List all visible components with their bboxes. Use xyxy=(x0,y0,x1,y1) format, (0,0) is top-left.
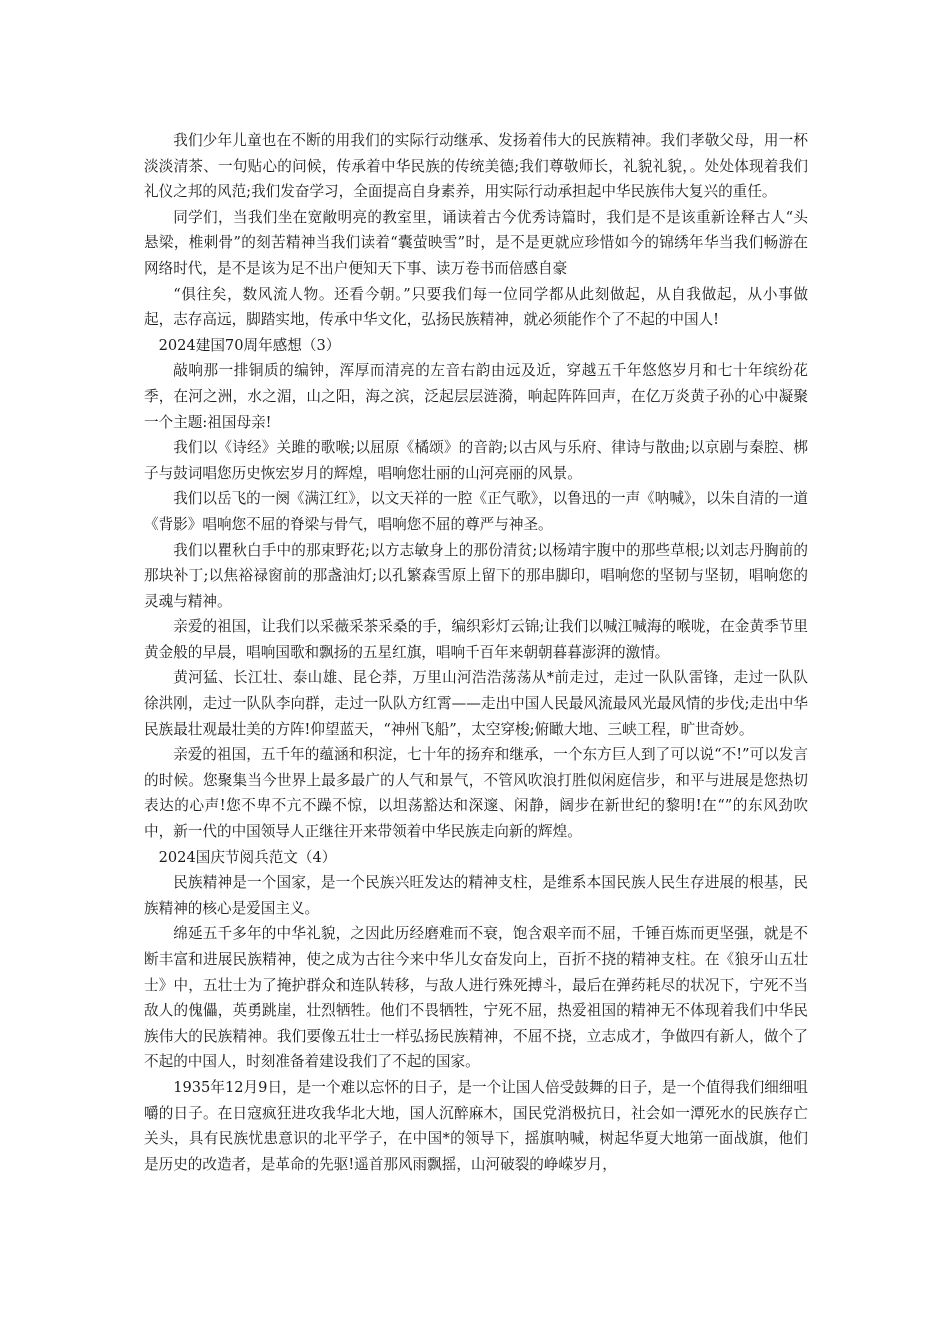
paragraph: 亲爱的祖国，让我们以采薇采茶采桑的手，编织彩灯云锦;让我们以喊江喊海的喉咙，在金黄季节里黄金般的早晨，唱响国歌和飘扬的五星红旗，唱响千百年来朝朝暮暮澎湃的激情。 xyxy=(144,618,808,661)
paragraph: 1935年12月9日，是一个难以忘怀的日子，是一个让国人倍受鼓舞的日子，是一个值得我们细细咀嚼的日子。在日寇疯狂进攻我华北大地，国人沉醉麻木，国民党消极抗日，社会如一潭死水的民族存亡关头，具有民族忧患意识的北平学子，在中国*的领导下，摇旗呐喊，树起华夏大地第一面战旗，他们是历史的改造者，是革命的先驱!遥首那风雨飘摇，山河破裂的峥嵘岁月， xyxy=(144,1078,808,1173)
paragraph: 同学们，当我们坐在宽敞明亮的教室里，诵读着古今优秀诗篇时，我们是不是该重新诠释古人“头悬梁，椎刺骨”的刻苦精神当我们读着“囊萤映雪”时，是不是更就应珍惜如今的锦绣年华当我们畅游在网络时代，是不是该为足不出户便知天下事、读万卷书而倍感自豪 xyxy=(144,208,808,277)
section-heading: 2024国庆节阅兵范文（4） xyxy=(158,848,337,866)
paragraph: 民族精神是一个国家，是一个民族兴旺发达的精神支柱，是维系本国民族人民生存进展的根基，民族精神的核心是爱国主义。 xyxy=(144,874,808,917)
paragraph: “俱往矣，数风流人物。还看今朝。”只要我们每一位同学都从此刻做起，从自我做起，从小事做起，志存高远，脚踏实地，传承中华文化，弘扬民族精神，就必须能作个了不起的中国人! xyxy=(144,285,808,329)
document-page xyxy=(144,128,808,1177)
paragraph: 我们少年儿童也在不断的用我们的实际行动继承、发扬着伟大的民族精神。我们孝敬父母，用一杯淡淡清茶、一句贴心的问候，传承着中华民族的传统美德;我们尊敬师长，礼貌礼貌，。处处体现着我们礼仪之邦的风范;我们发奋学习，全面提高自身素养，用实际行动承担起中华民族伟大复兴的重任。 xyxy=(144,132,808,201)
paragraph: 我们以瞿秋白手中的那束野花;以方志敏身上的那份清贫;以杨靖宇腹中的那些草根;以刘志丹胸前的那块补丁;以焦裕禄窗前的那盏油灯;以孔繁森雪原上留下的那串脚印，唱响您的坚韧与坚韧，唱响您的灵魂与精神。 xyxy=(144,541,808,610)
paragraph: 我们以岳飞的一阕《满江红》，以文天祥的一腔《正气歌》，以鲁迅的一声《呐喊》，以朱自清的一道《背影》唱响您不屈的脊梁与骨气，唱响您不屈的尊严与神圣。 xyxy=(144,490,809,533)
section-heading: 2024建国70周年感想（3） xyxy=(158,336,341,354)
paragraph: 绵延五千多年的中华礼貌，之因此历经磨难而不衰，饱含艰辛而不屈，千锤百炼而更坚强，就是不断丰富和进展民族精神，使之成为古往今来中华儿女奋发向上，百折不挠的精神支柱。在《狼牙山五壮士》中，五壮士为了掩护群众和连队转移，与敌人进行殊死搏斗，最后在弹药耗尽的状况下，宁死不当敌人的傀儡，英勇跳崖，壮烈牺牲。他们不畏牺牲，宁死不屈，热爱祖国的精神无不体现着我们中华民族伟大的民族精神。我们要像五壮士一样弘扬民族精神，不屈不挠，立志成才，争做四有新人，做个了不起的中国人，时刻准备着建设我们了不起的国家。 xyxy=(144,925,808,1071)
paragraph: 我们以《诗经》关雎的歌喉;以屈原《橘颂》的音韵;以古风与乐府、律诗与散曲;以京剧与秦腔、梆子与鼓词唱您历史恢宏岁月的辉煌，唱响您壮丽的山河亮丽的风景。 xyxy=(144,439,808,482)
paragraph: 黄河猛、长江壮、泰山雄、昆仑莽，万里山河浩浩荡荡从*前走过，走过一队队雷锋，走过一队队徐洪刚，走过一队队李向群，走过一队队方红霄——走出中国人民最风流最风光最风情的步伐;走出中华民族最壮观最壮美的方阵!仰望蓝天，“神州飞船”，太空穿梭;俯瞰大地、三峡工程，旷世奇妙。 xyxy=(144,669,808,738)
paragraph: 亲爱的祖国，五千年的蕴涵和积淀，七十年的扬弃和继承，一个东方巨人到了可以说“不!”可以发言的时候。您聚集当今世界上最多最广的人气和景气，不管风吹浪打胜似闲庭信步，和平与进展是您热切表达的心声!您不卑不亢不躁不惊，以坦荡豁达和深邃、闲静，阔步在新世纪的黎明!在“”的东风劲吹中，新一代的中国领导人正继往开来带领着中华民族走向新的辉煌。 xyxy=(144,746,808,841)
paragraph: 敲响那一排铜质的编钟，浑厚而清亮的左音右韵由远及近，穿越五千年悠悠岁月和七十年缤纷花季，在河之洲，水之湄，山之阳，海之滨，泛起层层涟漪，响起阵阵回声，在亿万炎黄子孙的心中凝聚一个主题:祖国母亲! xyxy=(144,362,808,431)
